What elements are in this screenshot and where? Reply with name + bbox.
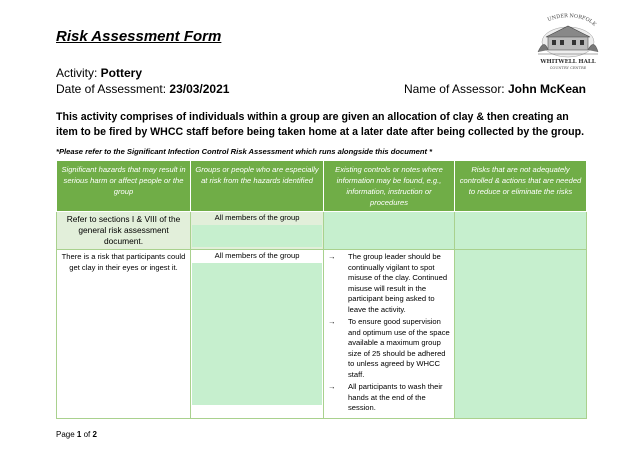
controls-cell xyxy=(324,212,455,250)
groups-cell xyxy=(191,250,324,419)
hazard-cell: Refer to sections I & VIII of the general risk assessment document. xyxy=(57,212,191,250)
groups-cell xyxy=(191,212,324,250)
arrow-right-icon: → xyxy=(328,252,336,261)
logo-name: WHITWELL HALL xyxy=(540,59,596,65)
assessor-value: John McKean xyxy=(507,82,586,96)
logo-top-text: UNDER NORFOLK xyxy=(546,13,598,28)
page-title: Risk Assessment Form xyxy=(56,28,222,45)
header-hazards: Significant hazards that may result in serious harm or affect people or the group xyxy=(57,161,191,212)
page-total: 2 xyxy=(92,430,97,439)
controls-list xyxy=(328,252,450,414)
arrow-right-icon: → xyxy=(328,317,336,326)
date-assessor-line xyxy=(56,82,586,96)
date-label: Date of Assessment: xyxy=(56,82,170,96)
date-value: 23/03/2021 xyxy=(169,82,230,96)
header-groups: Groups or people who are especially at risk from the hazards identified xyxy=(191,161,324,212)
list-item xyxy=(328,382,450,414)
page-current: 1 xyxy=(76,430,82,439)
assessor-label: Name of Assessor: xyxy=(403,82,508,96)
page-label: Page xyxy=(56,430,77,439)
risks-cell xyxy=(455,250,587,419)
hazard-cell: There is a risk that participants could get clay in their eyes or ingest it. xyxy=(57,250,191,419)
header-controls: Existing controls or notes where information may be found, e.g., information, instruction or procedures xyxy=(324,161,455,212)
list-item xyxy=(328,252,450,315)
table-header-row xyxy=(57,161,587,212)
whitwell-hall-logo xyxy=(532,12,604,74)
house-logo-icon xyxy=(532,12,604,74)
activity-label: Activity: xyxy=(56,66,101,80)
controls-cell xyxy=(324,250,455,419)
risks-cell xyxy=(455,212,587,250)
groups-text: All members of the group xyxy=(214,213,300,222)
page-number xyxy=(56,430,97,439)
page-of: of xyxy=(81,430,93,439)
activity-line xyxy=(56,66,142,80)
header-risks: Risks that are not adequately controlled & actions that are needed to reduce or eliminate the risks xyxy=(455,161,587,212)
groups-text: All members of the group xyxy=(214,251,300,260)
activity-description: This activity comprises of individuals within a group are given an allocation of clay & then creating an item to be fired by WHCC staff before being taken home at a later date after being collected by the group. xyxy=(56,111,585,138)
groups-fill xyxy=(192,263,322,405)
table-row xyxy=(57,212,587,250)
risk-table xyxy=(56,160,587,419)
infection-control-note: *Please refer to the Significant Infection Control Risk Assessment which runs alongside this document * xyxy=(56,147,433,156)
list-item xyxy=(328,317,450,380)
table-row xyxy=(57,250,587,419)
svg-text:UNDER NORFOLK SKIES xyxy=(532,12,597,28)
groups-fill xyxy=(192,225,322,247)
control-text: All participants to wash their hands at the end of the session. xyxy=(348,382,443,412)
activity-value: Pottery xyxy=(100,66,143,80)
logo-sub: COUNTRY CENTRE xyxy=(549,66,587,70)
assessor xyxy=(404,82,586,96)
control-text: To ensure good supervision and optimum use of the space available a maximum group size of 25 should be adhered to unless agreed by WHCC staff. xyxy=(348,317,450,379)
arrow-right-icon: → xyxy=(328,382,336,391)
control-text: The group leader should be continually vigilant to spot misuse of the clay. Continued misuse will result in the participant being asked to leave the activity. xyxy=(348,252,448,314)
